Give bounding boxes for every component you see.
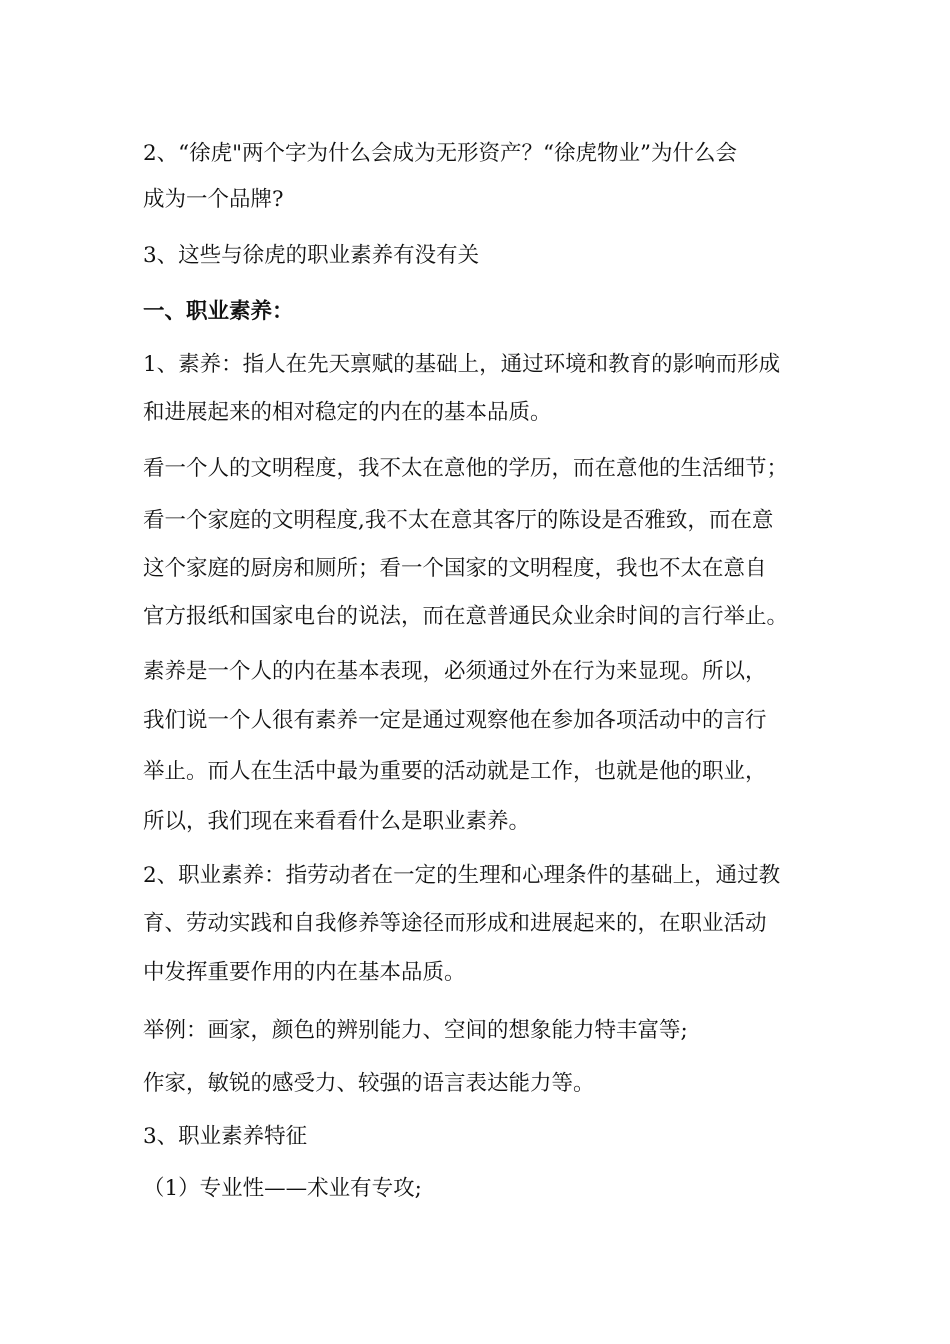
paragraph-line: 作家，敏锐的感受力、较强的语言表达能力等。 — [143, 1071, 595, 1096]
paragraph-line: 看一个人的文明程度，我不太在意他的学历，而在意他的生活细节； — [143, 456, 789, 481]
paragraph-line: 2、职业素养：指劳动者在一定的生理和心理条件的基础上，通过教 — [143, 863, 781, 888]
paragraph-line: 育、劳动实践和自我修养等途径而形成和进展起来的，在职业活动 — [143, 911, 767, 936]
paragraph-line: 成为一个品牌? — [143, 187, 284, 212]
paragraph-line: 我们说一个人很有素养一定是通过观察他在参加各项活动中的言行 — [143, 708, 767, 733]
paragraph-line: 3、这些与徐虎的职业素养有没有关 — [143, 243, 480, 268]
paragraph-line: 3、职业素养特征 — [143, 1124, 308, 1149]
paragraph-line: 举止。而人在生活中最为重要的活动就是工作，也就是他的职业， — [143, 759, 767, 784]
paragraph-line: 和进展起来的相对稳定的内在的基本品质。 — [143, 400, 552, 425]
paragraph-line: 2、“徐虎"两个字为什么会成为无形资产？“徐虎物业”为什么会 — [143, 141, 738, 166]
paragraph-line: 举例：画家，颜色的辨别能力、空间的想象能力特丰富等; — [143, 1018, 688, 1043]
paragraph-line: 素养是一个人的内在基本表现，必须通过外在行为来显现。所以， — [143, 659, 767, 684]
paragraph-line: 官方报纸和国家电台的说法，而在意普通民众业余时间的言行举止。 — [143, 604, 789, 629]
paragraph-line: 1、素养：指人在先天禀赋的基础上，通过环境和教育的影响而形成 — [143, 352, 781, 377]
paragraph-line: 看一个家庭的文明程度,我不太在意其客厅的陈设是否雅致，而在意 — [143, 508, 774, 533]
paragraph-line: 所以，我们现在来看看什么是职业素养。 — [143, 809, 531, 834]
paragraph-line: 中发挥重要作用的内在基本品质。 — [143, 960, 466, 985]
section-heading: 一、职业素养： — [143, 299, 294, 324]
paragraph-line: 这个家庭的厨房和厕所；看一个国家的文明程度，我也不太在意自 — [143, 556, 767, 581]
list-item: （1）专业性——术业有专攻; — [143, 1176, 422, 1201]
